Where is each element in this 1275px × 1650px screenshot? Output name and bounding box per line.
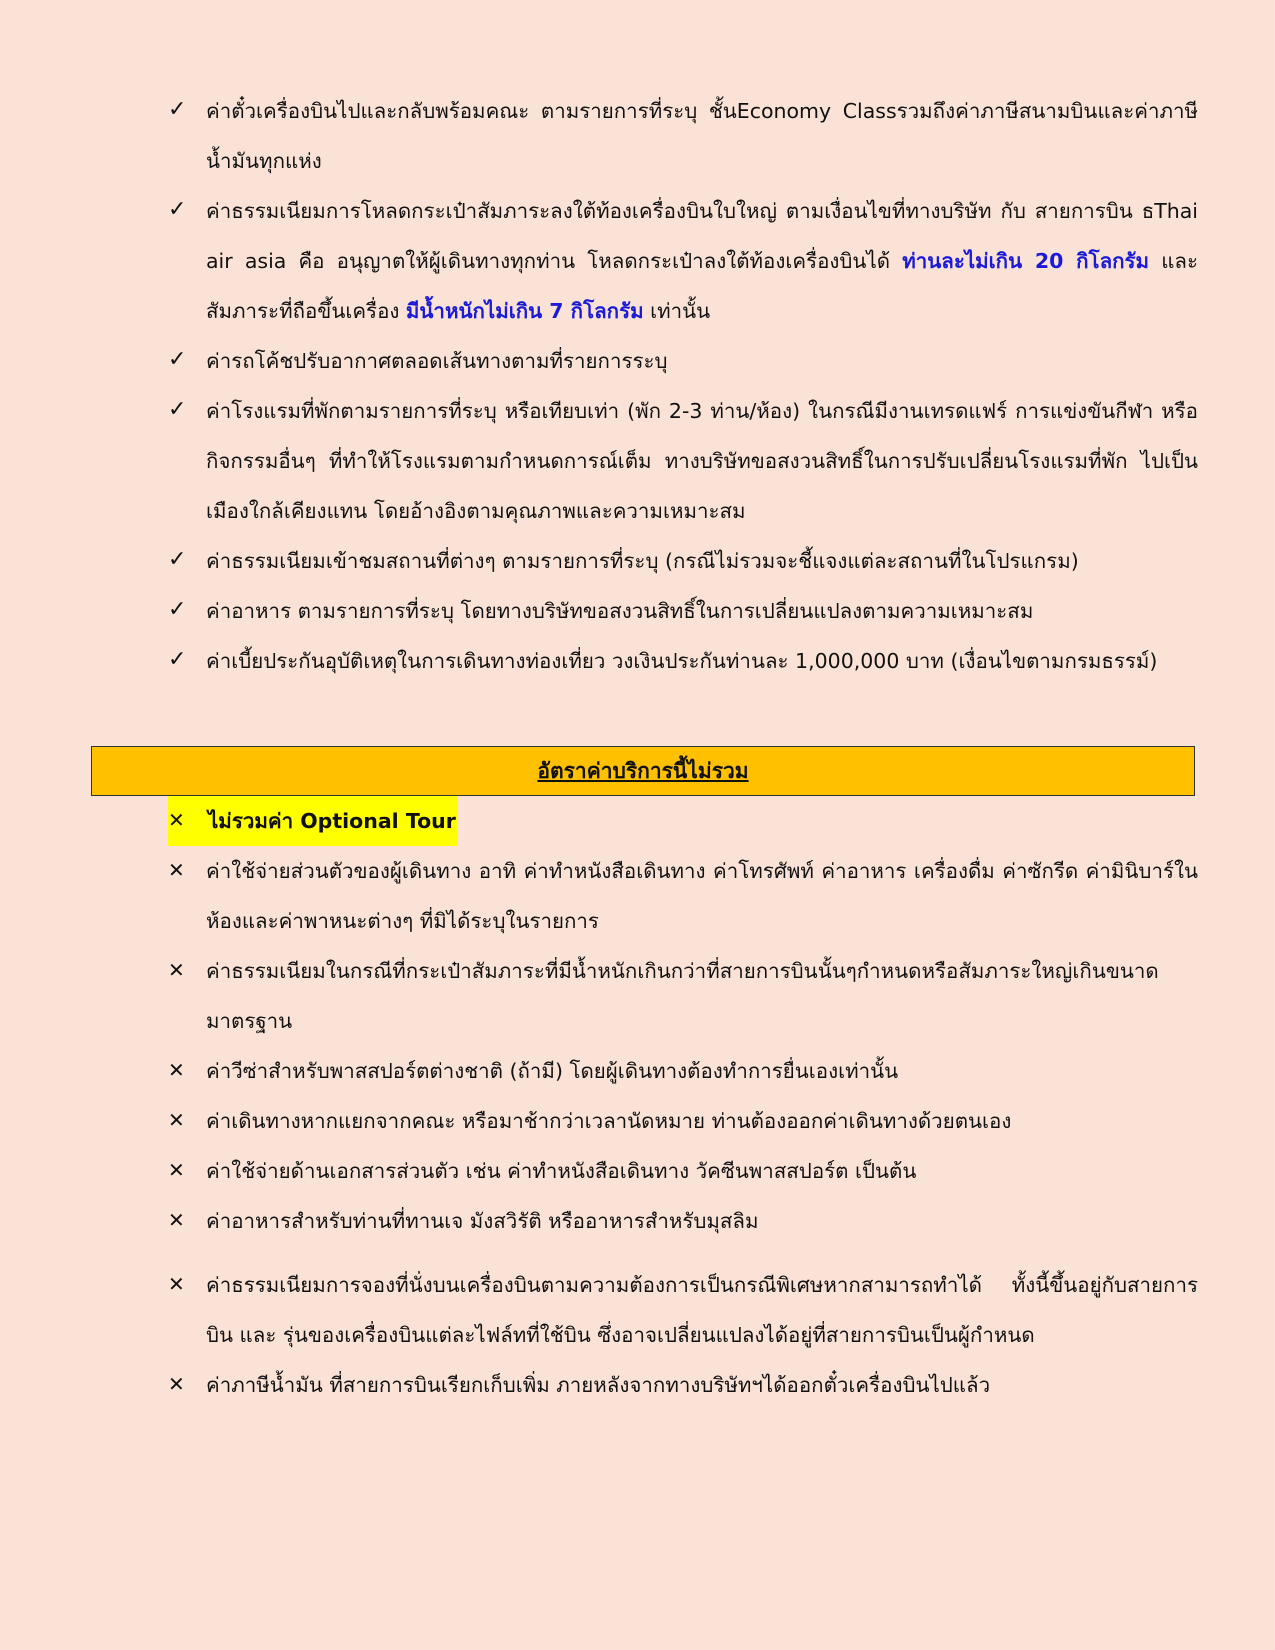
excluded-item-text: ค่าใช้จ่ายส่วนตัวของผู้เดินทาง อาทิ ค่าทำหนังสือเดินทาง ค่าโทรศัพท์ ค่าอาหาร เครื่องดื่ม ค่าซักรีด ค่ามินิบาร์ในห้องและค่าพาหนะต่างๆ ที่มิได้ระบุในรายการ xyxy=(206,859,1198,933)
checkmark-icon: ✓ xyxy=(168,647,187,672)
excluded-item-text: ค่าอาหารสำหรับท่านที่ทานเจ มังสวิรัติ หรืออาหารสำหรับมุสลิม xyxy=(206,1209,759,1233)
included-item-text: ค่าเบี้ยประกันอุบัติเหตุในการเดินทางท่องเที่ยว วงเงินประกันท่านละ 1,000,000 บาท (เงื่อนไขตามกรมธรรม์) xyxy=(206,649,1158,673)
checkmark-icon: ✓ xyxy=(168,397,187,422)
included-item xyxy=(168,636,1198,686)
included-item-text: ค่ารถโค้ชปรับอากาศตลอดเส้นทางตามที่รายการระบุ xyxy=(206,349,668,373)
included-item xyxy=(168,586,1198,636)
included-item-text: ค่าอาหาร ตามรายการที่ระบุ โดยทางบริษัทขอสงวนสิทธิ์ในการเปลี่ยนแปลงตามความเหมาะสม xyxy=(206,599,1034,623)
baggage-text-mid: และสัมภาระที่ถือขึ้นเครื่อง xyxy=(206,249,1198,323)
excluded-section-header xyxy=(91,746,1195,796)
cross-icon: ✕ xyxy=(168,1208,185,1232)
included-item xyxy=(168,386,1198,536)
excluded-item-text: ค่าธรรมเนียมการจองที่นั่งบนเครื่องบินตามความต้องการเป็นกรณีพิเศษหากสามารถทำได้ ทั้งนี้ขึ้นอยู่กับสายการบิน และ รุ่นของเครื่องบินแต่ละไฟล์ทที่ใช้บิน ซึ่งอาจเปลี่ยนแปลงได้อยู่ที่สายการบินเป็นผู้กำหนด xyxy=(206,1273,1198,1347)
excluded-item xyxy=(168,1360,1198,1410)
carry-on-limit-highlight: มีน้ำหนักไม่เกิน 7 กิโลกรัม xyxy=(405,299,644,323)
excluded-item xyxy=(168,1146,1198,1196)
included-item xyxy=(168,86,1198,186)
checkmark-icon: ✓ xyxy=(168,597,187,622)
excluded-item xyxy=(168,1196,1198,1246)
cross-icon: ✕ xyxy=(168,1158,185,1182)
baggage-text-post: เท่านั้น xyxy=(643,299,711,323)
checkmark-icon: ✓ xyxy=(168,197,187,222)
cross-icon: ✕ xyxy=(168,1272,185,1296)
included-item xyxy=(168,336,1198,386)
excluded-item-text: ค่าใช้จ่ายด้านเอกสารส่วนตัว เช่น ค่าทำหนังสือเดินทาง วัคซีนพาสสปอร์ต เป็นต้น xyxy=(206,1159,917,1183)
excluded-item xyxy=(168,796,1198,846)
included-item-text: ค่าตั๋วเครื่องบินไปและกลับพร้อมคณะ ตามรายการที่ระบุ ชั้นEconomy Classรวมถึงค่าภาษีสนามบินและค่าภาษีน้ำมันทุกแห่ง xyxy=(206,99,1198,173)
excluded-item xyxy=(168,846,1198,946)
excluded-list xyxy=(168,796,1198,1410)
excluded-item xyxy=(168,1096,1198,1146)
excluded-item xyxy=(168,946,1198,1046)
included-item xyxy=(168,186,1198,336)
excluded-item xyxy=(168,1046,1198,1096)
excluded-item-text: ค่าวีซ่าสำหรับพาสสปอร์ตต่างชาติ (ถ้ามี) โดยผู้เดินทางต้องทำการยื่นเองเท่านั้น xyxy=(206,1059,899,1083)
cross-icon: ✕ xyxy=(168,1058,185,1082)
excluded-item-text: ไม่รวมค่า Optional Tour xyxy=(206,796,458,846)
excluded-header-title: อัตราค่าบริการนี้ไม่รวม xyxy=(537,758,749,783)
included-item xyxy=(168,536,1198,586)
excluded-item-text: ค่าเดินทางหากแยกจากคณะ หรือมาช้ากว่าเวลานัดหมาย ท่านต้องออกค่าเดินทางด้วยตนเอง xyxy=(206,1109,1012,1133)
optional-tour-highlight xyxy=(168,796,458,846)
checkmark-icon: ✓ xyxy=(168,347,187,372)
included-item-text xyxy=(206,186,1198,336)
excluded-item-text: ค่าภาษีน้ำมัน ที่สายการบินเรียกเก็บเพิ่ม ภายหลังจากทางบริษัทฯได้ออกตั๋วเครื่องบินไปแล้ว xyxy=(206,1373,991,1397)
baggage-text-pre: ค่าธรรมเนียมการโหลดกระเป๋าสัมภาระลงใต้ท้องเครื่องบินใบใหญ่ ตามเงื่อนไขที่ทางบริษัท กับ สายการบิน ธThai air asia คือ อนุญาตให้ผู้เดินทางทุกท่าน โหลดกระเป๋าลงใต้ท้องเครื่องบินได้ xyxy=(206,199,1198,273)
cross-icon: ✕ xyxy=(168,858,185,882)
included-item-text: ค่าโรงแรมที่พักตามรายการที่ระบุ หรือเทียบเท่า (พัก 2-3 ท่าน/ห้อง) ในกรณีมีงานเทรดแฟร์ การแข่งขันกีฬา หรือกิจกรรมอื่นๆ ที่ทำให้โรงแรมตามกำหนดการณ์เต็ม ทางบริษัทขอสงวนสิทธิ์ในการปรับเปลี่ยนโรงแรมที่พัก ไปเป็นเมืองใกล้เคียงแทน โดยอ้างอิงตามคุณภาพและความเหมาะสม xyxy=(206,399,1198,523)
checkmark-icon: ✓ xyxy=(168,547,187,572)
checkmark-icon: ✓ xyxy=(168,97,187,122)
included-item-text: ค่าธรรมเนียมเข้าชมสถานที่ต่างๆ ตามรายการที่ระบุ (กรณีไม่รวมจะชี้แจงแต่ละสถานที่ในโปรแกรม) xyxy=(206,549,1079,573)
cross-icon: ✕ xyxy=(168,958,185,982)
excluded-item xyxy=(168,1260,1198,1360)
included-list xyxy=(168,86,1198,686)
cross-icon: ✕ xyxy=(168,1108,185,1132)
excluded-item-text: ค่าธรรมเนียมในกรณีที่กระเป๋าสัมภาระที่มีน้ำหนักเกินกว่าที่สายการบินนั้นๆกำหนดหรือสัมภาระใหญ่เกินขนาดมาตรฐาน xyxy=(206,959,1159,1033)
cross-icon: ✕ xyxy=(168,808,185,832)
cross-icon: ✕ xyxy=(168,1372,185,1396)
baggage-limit-highlight: ท่านละไม่เกิน 20 กิโลกรัม xyxy=(902,249,1150,273)
